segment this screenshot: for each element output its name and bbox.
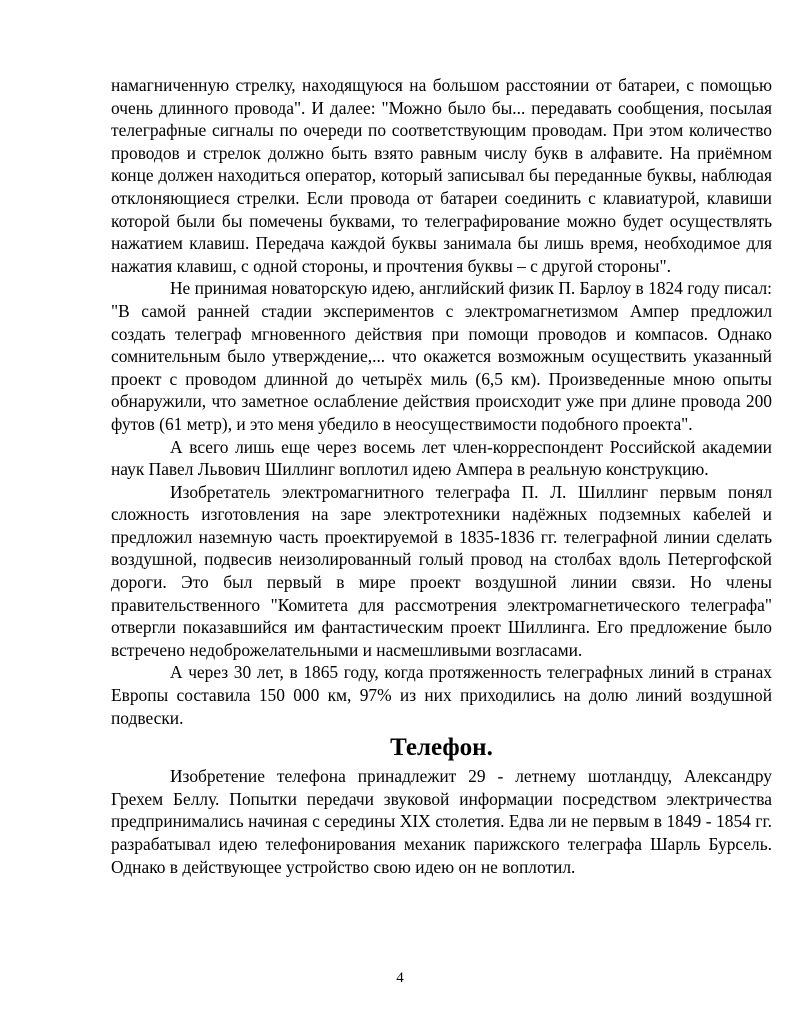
paragraph-telephone: Изобретение телефона принадлежит 29 - летнему шотландцу, Александру Грехем Беллу. Попытки передачи звуковой информации посредством электричества предпринимались начиная с середины XIX столетия. Едва ли не первым в 1849 - 1854 гг. разрабатывал идею телефонирования механик парижского телеграфа Шарль Бурсель. Однако в действующее устройство свою идею он не воплотил. bbox=[111, 766, 772, 877]
paragraph-telegraph-quote: намагниченную стрелку, находящуюся на большом расстоянии от батареи, с помощью очень длинного провода". И далее: "Можно было бы... передавать сообщения, посылая телеграфные сигналы по очереди по соответствующим проводам. При этом количество проводов и стрелок должно быть взято равным числу букв в алфавите. На приёмном конце должен находиться оператор, который записывал бы переданные буквы, наблюдая отклоняющиеся стрелки. Если провода от батареи соединить с клавиатурой, клавиши которой были бы помечены буквами, то телеграфирование можно будет осуществлять нажатием клавиш. Передача каждой буквы занимала бы лишь время, необходимое для нажатия клавиш, с одной стороны, и прочтения буквы – с другой стороны". bbox=[111, 75, 772, 276]
page-number: 4 bbox=[396, 970, 404, 986]
section-heading: Телефон. bbox=[390, 734, 493, 762]
paragraph-schilling-intro: А всего лишь еще через восемь лет член-корреспондент Российской академии наук Павел Львович Шиллинг воплотил идею Ампера в реальную конструкцию. bbox=[111, 436, 772, 480]
paragraph-schilling-line: Изобретатель электромагнитного телеграфа П. Л. Шиллинг первым понял сложность изготовления на заре электротехники надёжных подземных кабелей и предложил наземную часть проектируемой в 1835-1836 гг. телеграфной линии сделать воздушной, подвесив неизолированный голый провод на столбах вдоль Петергофской дороги. Это был первый в мире проект воздушной линии связи. Но члены правительственного "Комитета для рассмотрения электромагнетического телеграфа" отвергли показавшийся им фантастическим проект Шиллинга. Его предложение было встречено недоброжелательными и насмешливыми возгласами. bbox=[111, 481, 772, 660]
paragraph-europe-lines: А через 30 лет, в 1865 году, когда протяженность телеграфных линий в странах Европы составила 150 000 км, 97% из них приходились на долю линий воздушной подвески. bbox=[111, 662, 772, 728]
paragraph-barlow: Не принимая новаторскую идею, английский физик П. Барлоу в 1824 году писал: "В самой ранней стадии экспериментов с электромагнетизмом Ампер предложил создать телеграф мгновенного действия при помощи проводов и компасов. Однако сомнительным было утверждение,... что окажется возможным осуществить указанный проект с проводом длинной до четырёх миль (6,5 км). Произведенные мною опыты обнаружили, что заметное ослабление действия происходит уже при длине провода 200 футов (61 метр), и это меня убедило в неосуществимости подобного проекта". bbox=[111, 278, 772, 434]
document-page bbox=[111, 74, 772, 878]
